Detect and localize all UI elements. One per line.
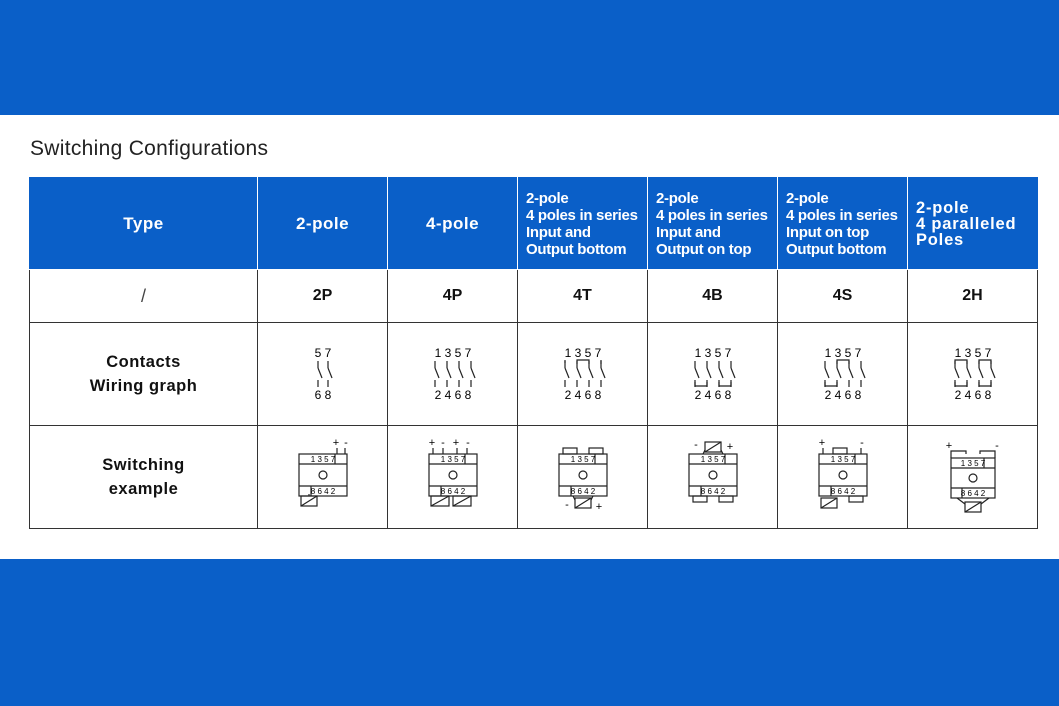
relay-diagram-4p: [413, 434, 493, 520]
code-4t: 4T: [518, 270, 648, 323]
wiring-label-line: Contacts: [106, 353, 181, 371]
terminal-labels-top: 5 7: [314, 346, 331, 360]
relay-top-terminals: 1 3 5 7: [440, 455, 465, 464]
header-line: 2-pole: [786, 189, 829, 207]
wiring-graph-2h: [938, 344, 1008, 404]
relay-top-terminals: 1 3 5 7: [700, 455, 725, 464]
header-line: 2-pole: [526, 189, 569, 207]
wiring-4p: [388, 323, 518, 426]
example-label: [30, 426, 258, 529]
header-line: Input on top: [786, 223, 870, 241]
wiring-2h: [908, 323, 1038, 426]
relay-bottom-terminals: 8 6 4 2: [440, 487, 465, 496]
bottom-banner: [0, 559, 1059, 706]
wiring-graph-4p: [418, 344, 488, 404]
wiring-label: [30, 323, 258, 426]
relay-bottom-terminals: 8 6 4 2: [310, 487, 335, 496]
header-line: Output on top: [656, 240, 752, 258]
page-title: Switching Configurations: [30, 137, 269, 160]
terminal-labels-top: 1 3 5 7: [694, 346, 731, 360]
wiring-graph-4s: [808, 344, 878, 404]
relay-bottom-terminals: 8 6 4 2: [960, 489, 985, 498]
minus-sign: -: [859, 437, 864, 449]
relay-diagram-2p: [283, 434, 363, 520]
header-4s: [778, 178, 908, 270]
terminal-labels-bottom: 2 4 6 8: [434, 388, 471, 402]
code-row: [30, 270, 1038, 323]
code-2h: 2H: [908, 270, 1038, 323]
header-line: 4 paralleled: [916, 214, 1017, 233]
terminal-labels-bottom: 2 4 6 8: [564, 388, 601, 402]
plus-sign: +: [452, 437, 459, 449]
relay-diagram-2h: [933, 434, 1013, 520]
terminal-labels-bottom: 6 8: [314, 388, 331, 402]
header-2pole: 2-pole: [258, 178, 388, 270]
header-line: Output bottom: [526, 240, 627, 258]
example-label-line: Switching: [102, 456, 185, 474]
example-label-line: example: [108, 480, 179, 498]
relay-bottom-terminals: 8 6 4 2: [830, 487, 855, 496]
minus-sign: -: [564, 499, 569, 511]
plus-sign: +: [945, 440, 952, 452]
terminal-labels-top: 1 3 5 7: [564, 346, 601, 360]
wiring-graph-2p: [293, 344, 353, 404]
plus-sign: +: [818, 437, 825, 449]
wiring-2p: [258, 323, 388, 426]
relay-diagram-4b: [673, 434, 753, 520]
header-line: Output bottom: [786, 240, 887, 258]
header-4b: [648, 178, 778, 270]
example-4p: [388, 426, 518, 529]
top-banner: [0, 0, 1059, 115]
terminal-labels-bottom: 2 4 6 8: [694, 388, 731, 402]
code-4b: 4B: [648, 270, 778, 323]
code-2p: 2P: [258, 270, 388, 323]
example-4t: [518, 426, 648, 529]
terminal-labels-top: 1 3 5 7: [434, 346, 471, 360]
header-line: 2-pole: [656, 189, 699, 207]
header-line: Input and: [656, 223, 721, 241]
minus-sign: -: [693, 439, 698, 451]
wiring-4s: [778, 323, 908, 426]
switching-configurations-table: [29, 177, 1038, 529]
terminal-labels-bottom: 2 4 6 8: [824, 388, 861, 402]
example-2p: [258, 426, 388, 529]
minus-sign: -: [440, 437, 445, 449]
example-4b: [648, 426, 778, 529]
code-4s: 4S: [778, 270, 908, 323]
header-4t: [518, 178, 648, 270]
relay-top-terminals: 1 3 5 7: [960, 459, 985, 468]
example-4s: [778, 426, 908, 529]
relay-bottom-terminals: 8 6 4 2: [700, 487, 725, 496]
terminal-labels-top: 1 3 5 7: [954, 346, 991, 360]
header-line: 4 poles in series: [656, 206, 768, 224]
relay-top-terminals: 1 3 5 7: [830, 455, 855, 464]
wiring-label-line: Wiring graph: [89, 377, 198, 395]
header-line: Input and: [526, 223, 591, 241]
header-line: 4 poles in series: [526, 206, 638, 224]
relay-diagram-4t: [543, 434, 623, 520]
relay-bottom-terminals: 8 6 4 2: [570, 487, 595, 496]
minus-sign: -: [994, 440, 999, 452]
terminal-labels-top: 1 3 5 7: [824, 346, 861, 360]
minus-sign: -: [343, 437, 348, 449]
plus-sign: +: [428, 437, 435, 449]
header-line: Poles: [916, 230, 965, 249]
header-4pole: 4-pole: [388, 178, 518, 270]
wiring-4t: [518, 323, 648, 426]
relay-diagram-4s: [803, 434, 883, 520]
wiring-row: [30, 323, 1038, 426]
wiring-4b: [648, 323, 778, 426]
header-type: Type: [30, 178, 258, 270]
code-4p: 4P: [388, 270, 518, 323]
header-line: 2-pole: [916, 198, 970, 217]
example-row: [30, 426, 1038, 529]
terminal-labels-bottom: 2 4 6 8: [954, 388, 991, 402]
plus-sign: +: [726, 441, 733, 453]
plus-sign: +: [332, 437, 339, 449]
relay-top-terminals: 1 3 5 7: [310, 455, 335, 464]
relay-top-terminals: 1 3 5 7: [570, 455, 595, 464]
header-2h: [908, 178, 1038, 270]
code-label: /: [30, 270, 258, 323]
example-2h: [908, 426, 1038, 529]
header-row: [30, 178, 1038, 270]
wiring-graph-4b: [678, 344, 748, 404]
wiring-graph-4t: [548, 344, 618, 404]
plus-sign: +: [595, 501, 602, 513]
header-line: 4 poles in series: [786, 206, 898, 224]
minus-sign: -: [465, 437, 470, 449]
